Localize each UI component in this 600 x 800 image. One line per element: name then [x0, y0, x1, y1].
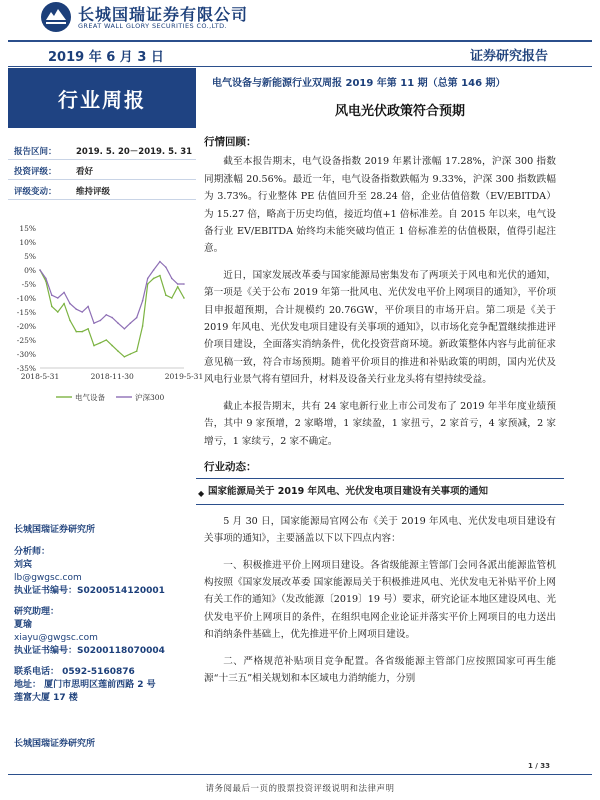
data-point — [100, 342, 102, 344]
company-logo — [40, 0, 340, 36]
address-line-2: 莲富大厦 17 楼 — [14, 693, 78, 703]
data-point — [39, 269, 41, 271]
data-point — [130, 353, 132, 355]
report-type-label: 行业周报 — [58, 88, 146, 112]
x-tick-label: 2018-11-30 — [90, 372, 134, 381]
y-tick-label: -25% — [16, 336, 36, 345]
x-tick-label: 2018-5-31 — [20, 372, 60, 381]
data-point — [159, 261, 161, 263]
meta-label: 投资评级： — [14, 167, 57, 177]
y-tick-label: -35% — [16, 364, 36, 373]
data-point — [165, 294, 167, 296]
data-point — [142, 300, 144, 302]
y-tick-label: -20% — [16, 322, 36, 331]
y-tick-label: 5% — [24, 252, 36, 261]
data-point — [130, 322, 132, 324]
paragraph: 截至本报告期末，电气设备指数 2019 年累计涨幅 17.28%，沪深 300 指数同期涨幅 20.56%。最近一年，电气设备指数跌幅为 9.33%，沪深 300 指数跌幅为 3.73%。行业整体 PE 估值回升至 28.24 倍，企业估值倍数（EV/EBITDA）为 15.27 倍，略高于历史均值，接近均值+1 倍标准差。自 2015 年以来，电气设备行业 EV/EBITDA 始终均未能突破均值正 1 倍标准差的估值极限，值得引起注意。 — [204, 156, 556, 255]
data-point — [87, 306, 89, 308]
data-point — [111, 345, 113, 347]
paragraph: 5 月 30 日，国家能源局官网公布《关于 2019 年风电、光伏发电项目建设有关事项的通知》，主要涵盖以下以下四点内容： — [204, 515, 556, 545]
data-point — [159, 275, 161, 277]
y-tick-label: 10% — [19, 238, 36, 247]
section-title-market-review: 行情回顾： — [204, 136, 257, 148]
footer-institute: 长城国瑞证券研究所 — [14, 739, 96, 749]
data-point — [63, 292, 65, 294]
section-title-industry-news: 行业动态： — [204, 460, 257, 473]
meta-row-period — [8, 140, 196, 160]
meta-row-rating — [8, 160, 196, 180]
y-tick-label: 0% — [24, 266, 36, 275]
data-point — [69, 303, 71, 305]
news-headline-text: 国家能源局关于 2019 年风电、光伏发电项目建设有关事项的通知 — [208, 486, 489, 498]
meta-row-rating-change — [8, 180, 196, 200]
paragraph: 一、积极推进平价上网项目建设。各省级能源主管部门会同各派出能源监管机构按照《国家发展改革委 国家能源局关于积极推进风电、光伏发电无补贴平价上网有关工作的通知》（发改能源〔2019〕19 号）要求，研究论证本地区建设风电、光伏发电平价上网项目的条件，在组织电网企业论证并落实平价上网项目的电力送出和消纳条件基础上，优先推进平价上网项目建设。 — [204, 559, 556, 641]
report-type-banner — [8, 68, 196, 128]
data-point — [136, 317, 138, 319]
company-name-cn: 长城国瑞证券有限公司 — [78, 5, 249, 24]
data-point — [57, 297, 59, 299]
assistant-email[interactable]: xiayu@gwgsc.com — [14, 633, 98, 643]
data-point — [63, 303, 65, 305]
y-tick-label: -30% — [16, 350, 36, 359]
document-type: 证券研究报告 — [469, 49, 548, 64]
report-date: 2019 年 6 月 3 日 — [48, 50, 164, 65]
data-point — [177, 283, 179, 285]
assistant-cert: 执业证书编号：S0200118070004 — [14, 646, 165, 656]
data-point — [69, 320, 71, 322]
data-point — [100, 320, 102, 322]
paragraph: 近日，国家发展改革委与国家能源局密集发布了两项关于风电和光伏的通知，第一项是《关于公布 2019 年第一批风电、光伏发电平价上网项目的通知》，平价项目申报超预期，合计规模约 20.76GW，平价项目的市场开启。第二项是《关于 2019 年风电、光伏发电项目建设有关事项的通知》，以市场化竞争配置继续推进评价项目建设，全面落实消纳条件，优化投资营商环境。新政策整体内容与此前征求意见稿一致，符合市场预期。随着平价项目的推进和补贴政策的明朗，国内光伏及风电行业景气将有望回升，材料及设备关行业龙头将有望持续受益。 — [204, 269, 556, 386]
analyst-email[interactable]: lb@gwgsc.com — [14, 573, 82, 583]
data-point — [51, 294, 53, 296]
data-point — [105, 339, 107, 341]
data-point — [81, 331, 83, 333]
assistant-name: 夏瑜 — [14, 620, 33, 630]
data-point — [124, 328, 126, 330]
data-point — [124, 356, 126, 358]
data-point — [93, 322, 95, 324]
data-point — [177, 286, 179, 288]
news-headline — [196, 478, 564, 504]
data-point — [51, 306, 53, 308]
data-point — [165, 266, 167, 268]
meta-value: 2019. 5. 20－2019. 5. 31 — [76, 147, 193, 157]
data-point — [153, 278, 155, 280]
address-line-1: 地址： 厦门市思明区莲前西路 2 号 — [14, 680, 156, 690]
report-body — [198, 134, 556, 696]
report-title: 风电光伏政策符合预期 — [334, 104, 465, 119]
header-rule-bottom — [8, 66, 592, 67]
data-point — [171, 278, 173, 280]
y-tick-label: -15% — [16, 308, 36, 317]
institute-name: 长城国瑞证券研究所 — [14, 525, 96, 535]
performance-chart-svg — [8, 222, 204, 412]
y-tick-label: -10% — [16, 294, 36, 303]
data-point — [136, 350, 138, 352]
assistant-role: 研究助理： — [14, 607, 60, 617]
meta-label: 报告区间： — [14, 147, 57, 157]
paragraph: 截止本报告期末，共有 24 家电新行业上市公司发布了 2019 年半年度业绩预告，其中 9 家预增，2 家略增，1 家续盈，1 家扭亏，2 家首亏，4 家预减，2 家增亏，1 家续亏，2 家不确定。 — [204, 400, 556, 447]
data-point — [45, 278, 47, 280]
data-point — [87, 328, 89, 330]
diamond-bullet-icon: ◆ — [198, 489, 205, 499]
report-meta — [8, 140, 196, 200]
meta-value: 维持评级 — [76, 187, 111, 197]
data-point — [147, 278, 149, 280]
page-number: 1 / 33 — [527, 762, 550, 770]
series-line-hs300 — [40, 262, 184, 329]
data-point — [142, 325, 144, 327]
data-point — [183, 283, 185, 285]
data-point — [183, 297, 185, 299]
meta-label: 评级变动： — [14, 187, 57, 197]
performance-chart — [8, 222, 204, 412]
data-point — [153, 269, 155, 271]
data-point — [75, 331, 77, 333]
y-tick-label: -5% — [21, 280, 36, 289]
analyst-name: 刘宾 — [14, 560, 33, 570]
data-point — [171, 297, 173, 299]
legend-label: 电气设备 — [75, 393, 105, 402]
data-point — [93, 345, 95, 347]
company-name-en: GREAT WALL GLORY SECURITIES CO.,LTD. — [78, 22, 227, 30]
footer-rule — [8, 774, 592, 775]
data-point — [111, 317, 113, 319]
series-line: 电气设备与新能源行业双周报 2019 年第 11 期（总第 146 期） — [212, 78, 506, 89]
data-point — [75, 308, 77, 310]
data-point — [117, 350, 119, 352]
data-point — [105, 314, 107, 316]
paragraph: 二、严格规范补贴项目竞争配置。各省级能源主管部门应按照国家可再生能源“十三五”相关规划和本区域电力消纳能力，分别 — [204, 655, 556, 684]
data-point — [57, 311, 59, 313]
disclaimer: 请务阅最后一页的股票投资评级说明和法律声明 — [205, 784, 395, 794]
header-rule — [8, 40, 592, 42]
analyst-cert: 执业证书编号：S0200514120001 — [14, 586, 165, 596]
contacts-block — [14, 546, 194, 705]
series-line-electrical-equipment — [40, 270, 184, 357]
data-point — [81, 311, 83, 313]
legend-label: 沪深300 — [135, 393, 165, 402]
logo-mark-icon — [40, 0, 72, 34]
data-point — [117, 322, 119, 324]
meta-value: 看好 — [76, 167, 94, 177]
analyst-role: 分析师： — [14, 547, 51, 557]
y-tick-label: 15% — [19, 224, 36, 233]
contact-phone: 联系电话： 0592-5160876 — [14, 667, 135, 677]
x-tick-label: 2019-5-31 — [164, 372, 204, 381]
